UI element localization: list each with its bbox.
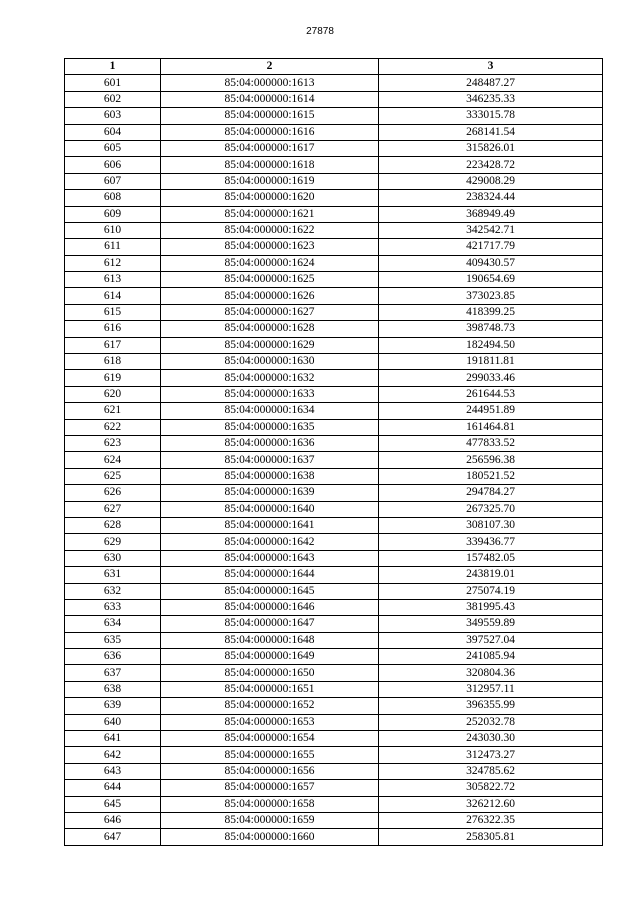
- value-cell: 346235.33: [379, 91, 603, 107]
- cadastral-number-cell: 85:04:000000:1624: [161, 255, 379, 271]
- table-row: [65, 452, 603, 468]
- cadastral-number-cell: 85:04:000000:1653: [161, 714, 379, 730]
- cadastral-number-cell: 85:04:000000:1650: [161, 665, 379, 681]
- table-row: [65, 780, 603, 796]
- row-number-cell: 646: [65, 812, 161, 828]
- row-number-cell: 615: [65, 304, 161, 320]
- table-body: [65, 75, 603, 845]
- table-row: [65, 747, 603, 763]
- table-row: [65, 108, 603, 124]
- value-cell: 267325.70: [379, 501, 603, 517]
- value-cell: 252032.78: [379, 714, 603, 730]
- cadastral-number-cell: 85:04:000000:1636: [161, 435, 379, 451]
- value-cell: 248487.27: [379, 75, 603, 91]
- value-cell: 312957.11: [379, 681, 603, 697]
- cadastral-number-cell: 85:04:000000:1616: [161, 124, 379, 140]
- value-cell: 477833.52: [379, 435, 603, 451]
- value-cell: 157482.05: [379, 550, 603, 566]
- row-number-cell: 637: [65, 665, 161, 681]
- table-row: [65, 468, 603, 484]
- cadastral-number-cell: 85:04:000000:1622: [161, 222, 379, 238]
- value-cell: 243030.30: [379, 731, 603, 747]
- table-row: [65, 812, 603, 828]
- cadastral-number-cell: 85:04:000000:1652: [161, 698, 379, 714]
- cadastral-number-cell: 85:04:000000:1634: [161, 403, 379, 419]
- cadastral-number-cell: 85:04:000000:1632: [161, 370, 379, 386]
- value-cell: 305822.72: [379, 780, 603, 796]
- cadastral-number-cell: 85:04:000000:1643: [161, 550, 379, 566]
- value-cell: 339436.77: [379, 534, 603, 550]
- table-row: [65, 403, 603, 419]
- cadastral-number-cell: 85:04:000000:1654: [161, 731, 379, 747]
- table-row: [65, 206, 603, 222]
- table-row: [65, 288, 603, 304]
- row-number-cell: 617: [65, 337, 161, 353]
- cadastral-number-cell: 85:04:000000:1659: [161, 812, 379, 828]
- table-row: [65, 354, 603, 370]
- table-row: [65, 616, 603, 632]
- cadastral-number-cell: 85:04:000000:1642: [161, 534, 379, 550]
- row-number-cell: 645: [65, 796, 161, 812]
- row-number-cell: 603: [65, 108, 161, 124]
- row-number-cell: 621: [65, 403, 161, 419]
- table-row: [65, 75, 603, 91]
- cadastral-number-cell: 85:04:000000:1614: [161, 91, 379, 107]
- table-row: [65, 91, 603, 107]
- table-row: [65, 140, 603, 156]
- table-row: [65, 583, 603, 599]
- cadastral-number-cell: 85:04:000000:1635: [161, 419, 379, 435]
- row-number-cell: 627: [65, 501, 161, 517]
- row-number-cell: 606: [65, 157, 161, 173]
- value-cell: 238324.44: [379, 190, 603, 206]
- value-cell: 244951.89: [379, 403, 603, 419]
- row-number-cell: 614: [65, 288, 161, 304]
- table-row: [65, 370, 603, 386]
- table-row: [65, 665, 603, 681]
- value-cell: 349559.89: [379, 616, 603, 632]
- table-row: [65, 649, 603, 665]
- value-cell: 333015.78: [379, 108, 603, 124]
- table-row: [65, 599, 603, 615]
- value-cell: 396355.99: [379, 698, 603, 714]
- row-number-cell: 622: [65, 419, 161, 435]
- value-cell: 256596.38: [379, 452, 603, 468]
- row-number-cell: 626: [65, 485, 161, 501]
- row-number-cell: 616: [65, 321, 161, 337]
- value-cell: 409430.57: [379, 255, 603, 271]
- table-row: [65, 714, 603, 730]
- value-cell: 161464.81: [379, 419, 603, 435]
- cadastral-number-cell: 85:04:000000:1658: [161, 796, 379, 812]
- table-row: [65, 567, 603, 583]
- cadastral-number-cell: 85:04:000000:1620: [161, 190, 379, 206]
- row-number-cell: 643: [65, 763, 161, 779]
- value-cell: 368949.49: [379, 206, 603, 222]
- table-row: [65, 321, 603, 337]
- value-cell: 180521.52: [379, 468, 603, 484]
- value-cell: 398748.73: [379, 321, 603, 337]
- value-cell: 324785.62: [379, 763, 603, 779]
- value-cell: 294784.27: [379, 485, 603, 501]
- row-number-cell: 630: [65, 550, 161, 566]
- table-row: [65, 796, 603, 812]
- row-number-cell: 640: [65, 714, 161, 730]
- cadastral-number-cell: 85:04:000000:1644: [161, 567, 379, 583]
- cadastral-number-cell: 85:04:000000:1646: [161, 599, 379, 615]
- row-number-cell: 610: [65, 222, 161, 238]
- cadastral-number-cell: 85:04:000000:1625: [161, 272, 379, 288]
- cadastral-number-cell: 85:04:000000:1657: [161, 780, 379, 796]
- cadastral-number-cell: 85:04:000000:1641: [161, 517, 379, 533]
- table-row: [65, 255, 603, 271]
- value-cell: 223428.72: [379, 157, 603, 173]
- value-cell: 275074.19: [379, 583, 603, 599]
- table-row: [65, 337, 603, 353]
- cadastral-number-cell: 85:04:000000:1651: [161, 681, 379, 697]
- cadastral-number-cell: 85:04:000000:1618: [161, 157, 379, 173]
- table-header: [65, 59, 603, 75]
- row-number-cell: 634: [65, 616, 161, 632]
- table-row: [65, 501, 603, 517]
- row-number-cell: 639: [65, 698, 161, 714]
- table-row: [65, 517, 603, 533]
- table-row: [65, 239, 603, 255]
- value-cell: 299033.46: [379, 370, 603, 386]
- row-number-cell: 623: [65, 435, 161, 451]
- row-number-cell: 636: [65, 649, 161, 665]
- table-row: [65, 731, 603, 747]
- row-number-cell: 619: [65, 370, 161, 386]
- row-number-cell: 602: [65, 91, 161, 107]
- data-table: [64, 58, 603, 846]
- page-number: 27878: [306, 26, 334, 37]
- value-cell: 182494.50: [379, 337, 603, 353]
- cadastral-number-cell: 85:04:000000:1613: [161, 75, 379, 91]
- row-number-cell: 607: [65, 173, 161, 189]
- value-cell: 381995.43: [379, 599, 603, 615]
- cadastral-number-cell: 85:04:000000:1656: [161, 763, 379, 779]
- row-number-cell: 633: [65, 599, 161, 615]
- table-row: [65, 763, 603, 779]
- row-number-cell: 609: [65, 206, 161, 222]
- table-row: [65, 419, 603, 435]
- column-header-2: 2: [161, 59, 379, 75]
- row-number-cell: 638: [65, 681, 161, 697]
- cadastral-number-cell: 85:04:000000:1637: [161, 452, 379, 468]
- cadastral-number-cell: 85:04:000000:1649: [161, 649, 379, 665]
- value-cell: 373023.85: [379, 288, 603, 304]
- value-cell: 418399.25: [379, 304, 603, 320]
- table-row: [65, 550, 603, 566]
- row-number-cell: 628: [65, 517, 161, 533]
- cadastral-number-cell: 85:04:000000:1630: [161, 354, 379, 370]
- value-cell: 261644.53: [379, 386, 603, 402]
- table-row: [65, 124, 603, 140]
- cadastral-number-cell: 85:04:000000:1638: [161, 468, 379, 484]
- row-number-cell: 608: [65, 190, 161, 206]
- cadastral-number-cell: 85:04:000000:1617: [161, 140, 379, 156]
- cadastral-number-cell: 85:04:000000:1648: [161, 632, 379, 648]
- value-cell: 397527.04: [379, 632, 603, 648]
- row-number-cell: 624: [65, 452, 161, 468]
- row-number-cell: 611: [65, 239, 161, 255]
- row-number-cell: 632: [65, 583, 161, 599]
- table-row: [65, 272, 603, 288]
- column-header-1: 1: [65, 59, 161, 75]
- value-cell: 243819.01: [379, 567, 603, 583]
- table-row: [65, 222, 603, 238]
- header-row: [65, 59, 603, 75]
- value-cell: 191811.81: [379, 354, 603, 370]
- table-row: [65, 485, 603, 501]
- table-row: [65, 698, 603, 714]
- value-cell: 258305.81: [379, 829, 603, 845]
- row-number-cell: 601: [65, 75, 161, 91]
- row-number-cell: 647: [65, 829, 161, 845]
- value-cell: 268141.54: [379, 124, 603, 140]
- value-cell: 241085.94: [379, 649, 603, 665]
- cadastral-number-cell: 85:04:000000:1639: [161, 485, 379, 501]
- value-cell: 421717.79: [379, 239, 603, 255]
- table-row: [65, 304, 603, 320]
- cadastral-number-cell: 85:04:000000:1647: [161, 616, 379, 632]
- value-cell: 190654.69: [379, 272, 603, 288]
- cadastral-number-cell: 85:04:000000:1640: [161, 501, 379, 517]
- cadastral-number-cell: 85:04:000000:1628: [161, 321, 379, 337]
- row-number-cell: 604: [65, 124, 161, 140]
- value-cell: 312473.27: [379, 747, 603, 763]
- row-number-cell: 613: [65, 272, 161, 288]
- row-number-cell: 635: [65, 632, 161, 648]
- row-number-cell: 629: [65, 534, 161, 550]
- cadastral-number-cell: 85:04:000000:1627: [161, 304, 379, 320]
- cadastral-number-cell: 85:04:000000:1629: [161, 337, 379, 353]
- cadastral-number-cell: 85:04:000000:1619: [161, 173, 379, 189]
- row-number-cell: 618: [65, 354, 161, 370]
- table-row: [65, 157, 603, 173]
- cadastral-number-cell: 85:04:000000:1621: [161, 206, 379, 222]
- column-header-3: 3: [379, 59, 603, 75]
- table-row: [65, 190, 603, 206]
- table-row: [65, 681, 603, 697]
- table-row: [65, 435, 603, 451]
- value-cell: 315826.01: [379, 140, 603, 156]
- table-row: [65, 632, 603, 648]
- value-cell: 429008.29: [379, 173, 603, 189]
- row-number-cell: 641: [65, 731, 161, 747]
- cadastral-number-cell: 85:04:000000:1660: [161, 829, 379, 845]
- table-row: [65, 173, 603, 189]
- row-number-cell: 644: [65, 780, 161, 796]
- value-cell: 326212.60: [379, 796, 603, 812]
- row-number-cell: 605: [65, 140, 161, 156]
- value-cell: 308107.30: [379, 517, 603, 533]
- cadastral-number-cell: 85:04:000000:1615: [161, 108, 379, 124]
- cadastral-number-cell: 85:04:000000:1623: [161, 239, 379, 255]
- value-cell: 276322.35: [379, 812, 603, 828]
- cadastral-number-cell: 85:04:000000:1633: [161, 386, 379, 402]
- cadastral-number-cell: 85:04:000000:1626: [161, 288, 379, 304]
- row-number-cell: 631: [65, 567, 161, 583]
- cadastral-number-cell: 85:04:000000:1655: [161, 747, 379, 763]
- row-number-cell: 642: [65, 747, 161, 763]
- value-cell: 320804.36: [379, 665, 603, 681]
- table-row: [65, 386, 603, 402]
- row-number-cell: 625: [65, 468, 161, 484]
- cadastral-number-cell: 85:04:000000:1645: [161, 583, 379, 599]
- value-cell: 342542.71: [379, 222, 603, 238]
- row-number-cell: 620: [65, 386, 161, 402]
- table-row: [65, 534, 603, 550]
- row-number-cell: 612: [65, 255, 161, 271]
- table-row: [65, 829, 603, 845]
